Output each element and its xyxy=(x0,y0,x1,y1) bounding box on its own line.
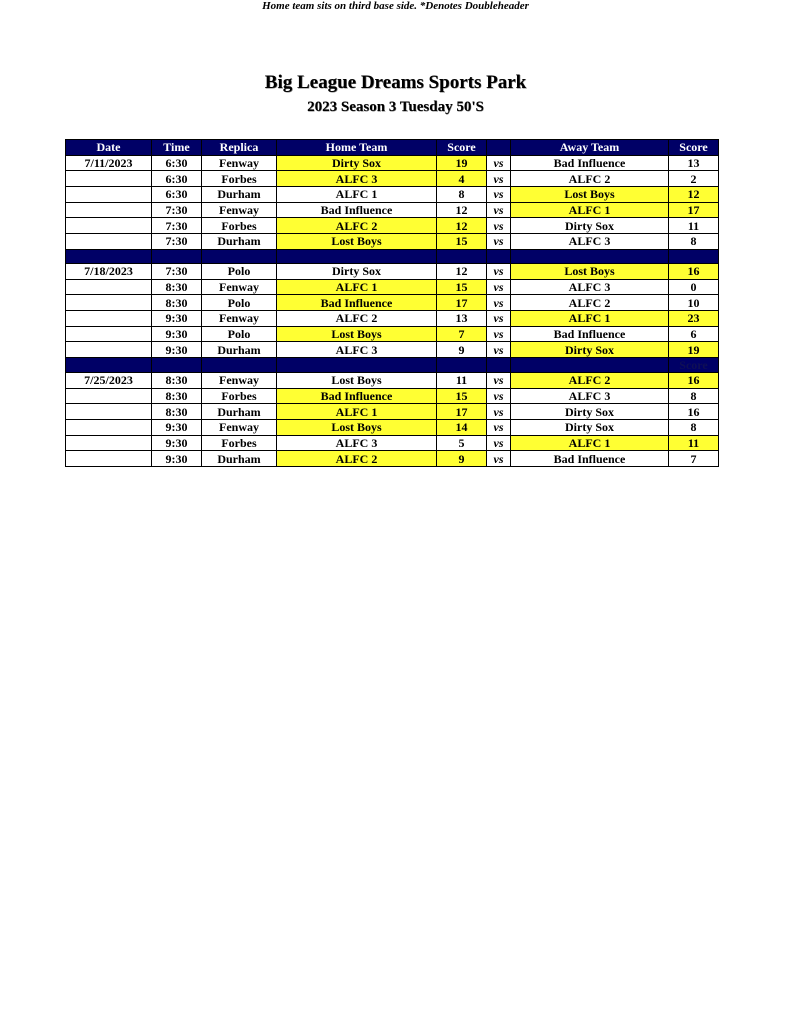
schedule-table xyxy=(65,139,719,467)
separator-cell xyxy=(437,357,487,372)
away-score-cell: 16 xyxy=(669,263,719,279)
home-score-cell: 9 xyxy=(437,342,487,358)
header-replica: Replica xyxy=(202,140,277,156)
game-row xyxy=(66,420,719,436)
home-team-cell: ALFC 3 xyxy=(277,171,437,187)
vs-cell: vs xyxy=(487,404,511,420)
time-cell: 9:30 xyxy=(152,342,202,358)
away-team-cell: Lost Boys xyxy=(511,187,669,203)
home-team-cell: ALFC 1 xyxy=(277,404,437,420)
replica-cell: Durham xyxy=(202,404,277,420)
game-row xyxy=(66,295,719,311)
home-score-cell: 7 xyxy=(437,326,487,342)
away-score-cell: 13 xyxy=(669,155,719,171)
replica-cell: Forbes xyxy=(202,435,277,451)
doubleheader-note: Home team sits on third base side. *Denotes Doubleheader xyxy=(262,0,529,12)
separator-cell xyxy=(437,249,487,263)
separator-cell xyxy=(511,249,669,263)
time-cell: 9:30 xyxy=(152,310,202,326)
home-score-cell: 19 xyxy=(437,155,487,171)
home-team-cell: Dirty Sox xyxy=(277,263,437,279)
home-team-cell: Lost Boys xyxy=(277,420,437,436)
away-team-cell: ALFC 3 xyxy=(511,279,669,295)
replica-cell: Polo xyxy=(202,263,277,279)
home-team-cell: Bad Influence xyxy=(277,202,437,218)
home-score-cell: 17 xyxy=(437,404,487,420)
separator-cell xyxy=(152,357,202,372)
time-cell: 7:30 xyxy=(152,234,202,250)
time-cell: 8:30 xyxy=(152,372,202,388)
vs-cell: vs xyxy=(487,372,511,388)
separator-cell xyxy=(511,357,669,372)
away-score-cell: 19 xyxy=(669,342,719,358)
home-score-cell: 5 xyxy=(437,435,487,451)
vs-cell: vs xyxy=(487,171,511,187)
date-cell xyxy=(66,202,152,218)
time-cell: 9:30 xyxy=(152,451,202,467)
vs-cell: vs xyxy=(487,295,511,311)
away-score-cell: 8 xyxy=(669,388,719,404)
date-cell: 7/11/2023 xyxy=(66,155,152,171)
replica-cell: Fenway xyxy=(202,155,277,171)
away-team-cell: Dirty Sox xyxy=(511,342,669,358)
away-score-cell: 7 xyxy=(669,451,719,467)
away-score-cell: 2 xyxy=(669,171,719,187)
page-subtitle: 2023 Season 3 Tuesday 50'S xyxy=(307,99,484,115)
time-cell: 9:30 xyxy=(152,420,202,436)
week-separator-row xyxy=(66,357,719,372)
replica-cell: Fenway xyxy=(202,202,277,218)
home-score-cell: 4 xyxy=(437,171,487,187)
date-cell xyxy=(66,388,152,404)
date-cell xyxy=(66,342,152,358)
page-title: Big League Dreams Sports Park xyxy=(264,72,527,93)
date-cell xyxy=(66,234,152,250)
vs-cell: vs xyxy=(487,451,511,467)
vs-cell: vs xyxy=(487,234,511,250)
replica-cell: Fenway xyxy=(202,420,277,436)
separator-cell xyxy=(277,357,437,372)
away-team-cell: ALFC 3 xyxy=(511,388,669,404)
home-score-cell: 12 xyxy=(437,263,487,279)
date-cell xyxy=(66,187,152,203)
vs-cell: vs xyxy=(487,202,511,218)
week-separator-row xyxy=(66,249,719,263)
header-row xyxy=(66,140,719,156)
home-score-cell: 12 xyxy=(437,202,487,218)
away-score-cell: 11 xyxy=(669,435,719,451)
separator-cell xyxy=(152,249,202,263)
replica-cell: Forbes xyxy=(202,218,277,234)
vs-cell: vs xyxy=(487,263,511,279)
away-team-cell: ALFC 1 xyxy=(511,202,669,218)
separator-cell xyxy=(66,249,152,263)
vs-cell: vs xyxy=(487,388,511,404)
home-team-cell: Lost Boys xyxy=(277,326,437,342)
date-cell xyxy=(66,310,152,326)
game-row xyxy=(66,279,719,295)
game-row xyxy=(66,263,719,279)
home-score-cell: 15 xyxy=(437,388,487,404)
replica-cell: Forbes xyxy=(202,388,277,404)
date-cell xyxy=(66,420,152,436)
separator-cell xyxy=(66,357,152,372)
away-team-cell: ALFC 3 xyxy=(511,234,669,250)
separator-cell xyxy=(202,357,277,372)
home-score-cell: 15 xyxy=(437,279,487,295)
away-team-cell: Bad Influence xyxy=(511,155,669,171)
away-score-cell: 11 xyxy=(669,218,719,234)
home-score-cell: 13 xyxy=(437,310,487,326)
home-score-cell: 17 xyxy=(437,295,487,311)
away-team-cell: Bad Influence xyxy=(511,326,669,342)
home-team-cell: Bad Influence xyxy=(277,295,437,311)
schedule-body xyxy=(66,155,719,466)
header-home-score: Score xyxy=(437,140,487,156)
date-cell xyxy=(66,326,152,342)
replica-cell: Fenway xyxy=(202,279,277,295)
game-row xyxy=(66,326,719,342)
replica-cell: Fenway xyxy=(202,372,277,388)
home-team-cell: Bad Influence xyxy=(277,388,437,404)
vs-cell: vs xyxy=(487,155,511,171)
home-score-cell: 8 xyxy=(437,187,487,203)
time-cell: 6:30 xyxy=(152,155,202,171)
home-score-cell: 12 xyxy=(437,218,487,234)
away-team-cell: Dirty Sox xyxy=(511,218,669,234)
away-team-cell: ALFC 1 xyxy=(511,435,669,451)
time-cell: 8:30 xyxy=(152,404,202,420)
vs-cell: vs xyxy=(487,279,511,295)
away-score-cell: 8 xyxy=(669,420,719,436)
game-row xyxy=(66,404,719,420)
date-cell xyxy=(66,171,152,187)
vs-cell: vs xyxy=(487,420,511,436)
date-cell xyxy=(66,404,152,420)
time-cell: 8:30 xyxy=(152,279,202,295)
away-score-cell: 6 xyxy=(669,326,719,342)
home-team-cell: ALFC 1 xyxy=(277,279,437,295)
vs-cell: vs xyxy=(487,310,511,326)
game-row xyxy=(66,171,719,187)
date-cell: 7/18/2023 xyxy=(66,263,152,279)
home-team-cell: ALFC 2 xyxy=(277,218,437,234)
home-team-cell: ALFC 2 xyxy=(277,310,437,326)
time-cell: 9:30 xyxy=(152,435,202,451)
home-team-cell: ALFC 3 xyxy=(277,342,437,358)
game-row xyxy=(66,342,719,358)
away-score-cell: 16 xyxy=(669,404,719,420)
separator-cell xyxy=(487,357,511,372)
header-home-team: Home Team xyxy=(277,140,437,156)
vs-cell: vs xyxy=(487,218,511,234)
home-team-cell: Lost Boys xyxy=(277,372,437,388)
away-team-cell: Lost Boys xyxy=(511,263,669,279)
time-cell: 7:30 xyxy=(152,218,202,234)
time-cell: 7:30 xyxy=(152,202,202,218)
away-team-cell: ALFC 1 xyxy=(511,310,669,326)
date-cell xyxy=(66,218,152,234)
away-score-cell: 16 xyxy=(669,372,719,388)
separator-cell: Score xyxy=(669,357,719,372)
vs-cell: vs xyxy=(487,435,511,451)
home-score-cell: 9 xyxy=(437,451,487,467)
replica-cell: Durham xyxy=(202,342,277,358)
game-row xyxy=(66,155,719,171)
header-date: Date xyxy=(66,140,152,156)
game-row xyxy=(66,435,719,451)
home-team-cell: ALFC 3 xyxy=(277,435,437,451)
replica-cell: Durham xyxy=(202,187,277,203)
separator-cell xyxy=(487,249,511,263)
away-score-cell: 12 xyxy=(669,187,719,203)
replica-cell: Polo xyxy=(202,326,277,342)
date-cell xyxy=(66,279,152,295)
vs-cell: vs xyxy=(487,342,511,358)
vs-cell: vs xyxy=(487,187,511,203)
away-score-cell: 23 xyxy=(669,310,719,326)
away-score-cell: 10 xyxy=(669,295,719,311)
home-score-cell: 15 xyxy=(437,234,487,250)
time-cell: 9:30 xyxy=(152,326,202,342)
separator-cell xyxy=(202,249,277,263)
header-away-score: Score xyxy=(669,140,719,156)
replica-cell: Durham xyxy=(202,234,277,250)
game-row xyxy=(66,310,719,326)
game-row xyxy=(66,218,719,234)
replica-cell: Durham xyxy=(202,451,277,467)
date-cell: 7/25/2023 xyxy=(66,372,152,388)
replica-cell: Forbes xyxy=(202,171,277,187)
separator-cell xyxy=(669,249,719,263)
home-team-cell: ALFC 2 xyxy=(277,451,437,467)
header-vs xyxy=(487,140,511,156)
away-team-cell: Dirty Sox xyxy=(511,420,669,436)
away-score-cell: 0 xyxy=(669,279,719,295)
replica-cell: Polo xyxy=(202,295,277,311)
time-cell: 7:30 xyxy=(152,263,202,279)
away-score-cell: 17 xyxy=(669,202,719,218)
away-team-cell: ALFC 2 xyxy=(511,171,669,187)
home-score-cell: 14 xyxy=(437,420,487,436)
date-cell xyxy=(66,451,152,467)
game-row xyxy=(66,388,719,404)
game-row xyxy=(66,202,719,218)
home-score-cell: 11 xyxy=(437,372,487,388)
date-cell xyxy=(66,435,152,451)
home-team-cell: Lost Boys xyxy=(277,234,437,250)
game-row xyxy=(66,451,719,467)
home-team-cell: Dirty Sox xyxy=(277,155,437,171)
game-row xyxy=(66,372,719,388)
home-team-cell: ALFC 1 xyxy=(277,187,437,203)
replica-cell: Fenway xyxy=(202,310,277,326)
header-time: Time xyxy=(152,140,202,156)
away-score-cell: 8 xyxy=(669,234,719,250)
away-team-cell: Bad Influence xyxy=(511,451,669,467)
game-row xyxy=(66,234,719,250)
time-cell: 8:30 xyxy=(152,295,202,311)
time-cell: 6:30 xyxy=(152,171,202,187)
vs-cell: vs xyxy=(487,326,511,342)
time-cell: 8:30 xyxy=(152,388,202,404)
date-cell xyxy=(66,295,152,311)
away-team-cell: Dirty Sox xyxy=(511,404,669,420)
separator-cell xyxy=(277,249,437,263)
away-team-cell: ALFC 2 xyxy=(511,372,669,388)
header-away-team: Away Team xyxy=(511,140,669,156)
away-team-cell: ALFC 2 xyxy=(511,295,669,311)
time-cell: 6:30 xyxy=(152,187,202,203)
game-row xyxy=(66,187,719,203)
